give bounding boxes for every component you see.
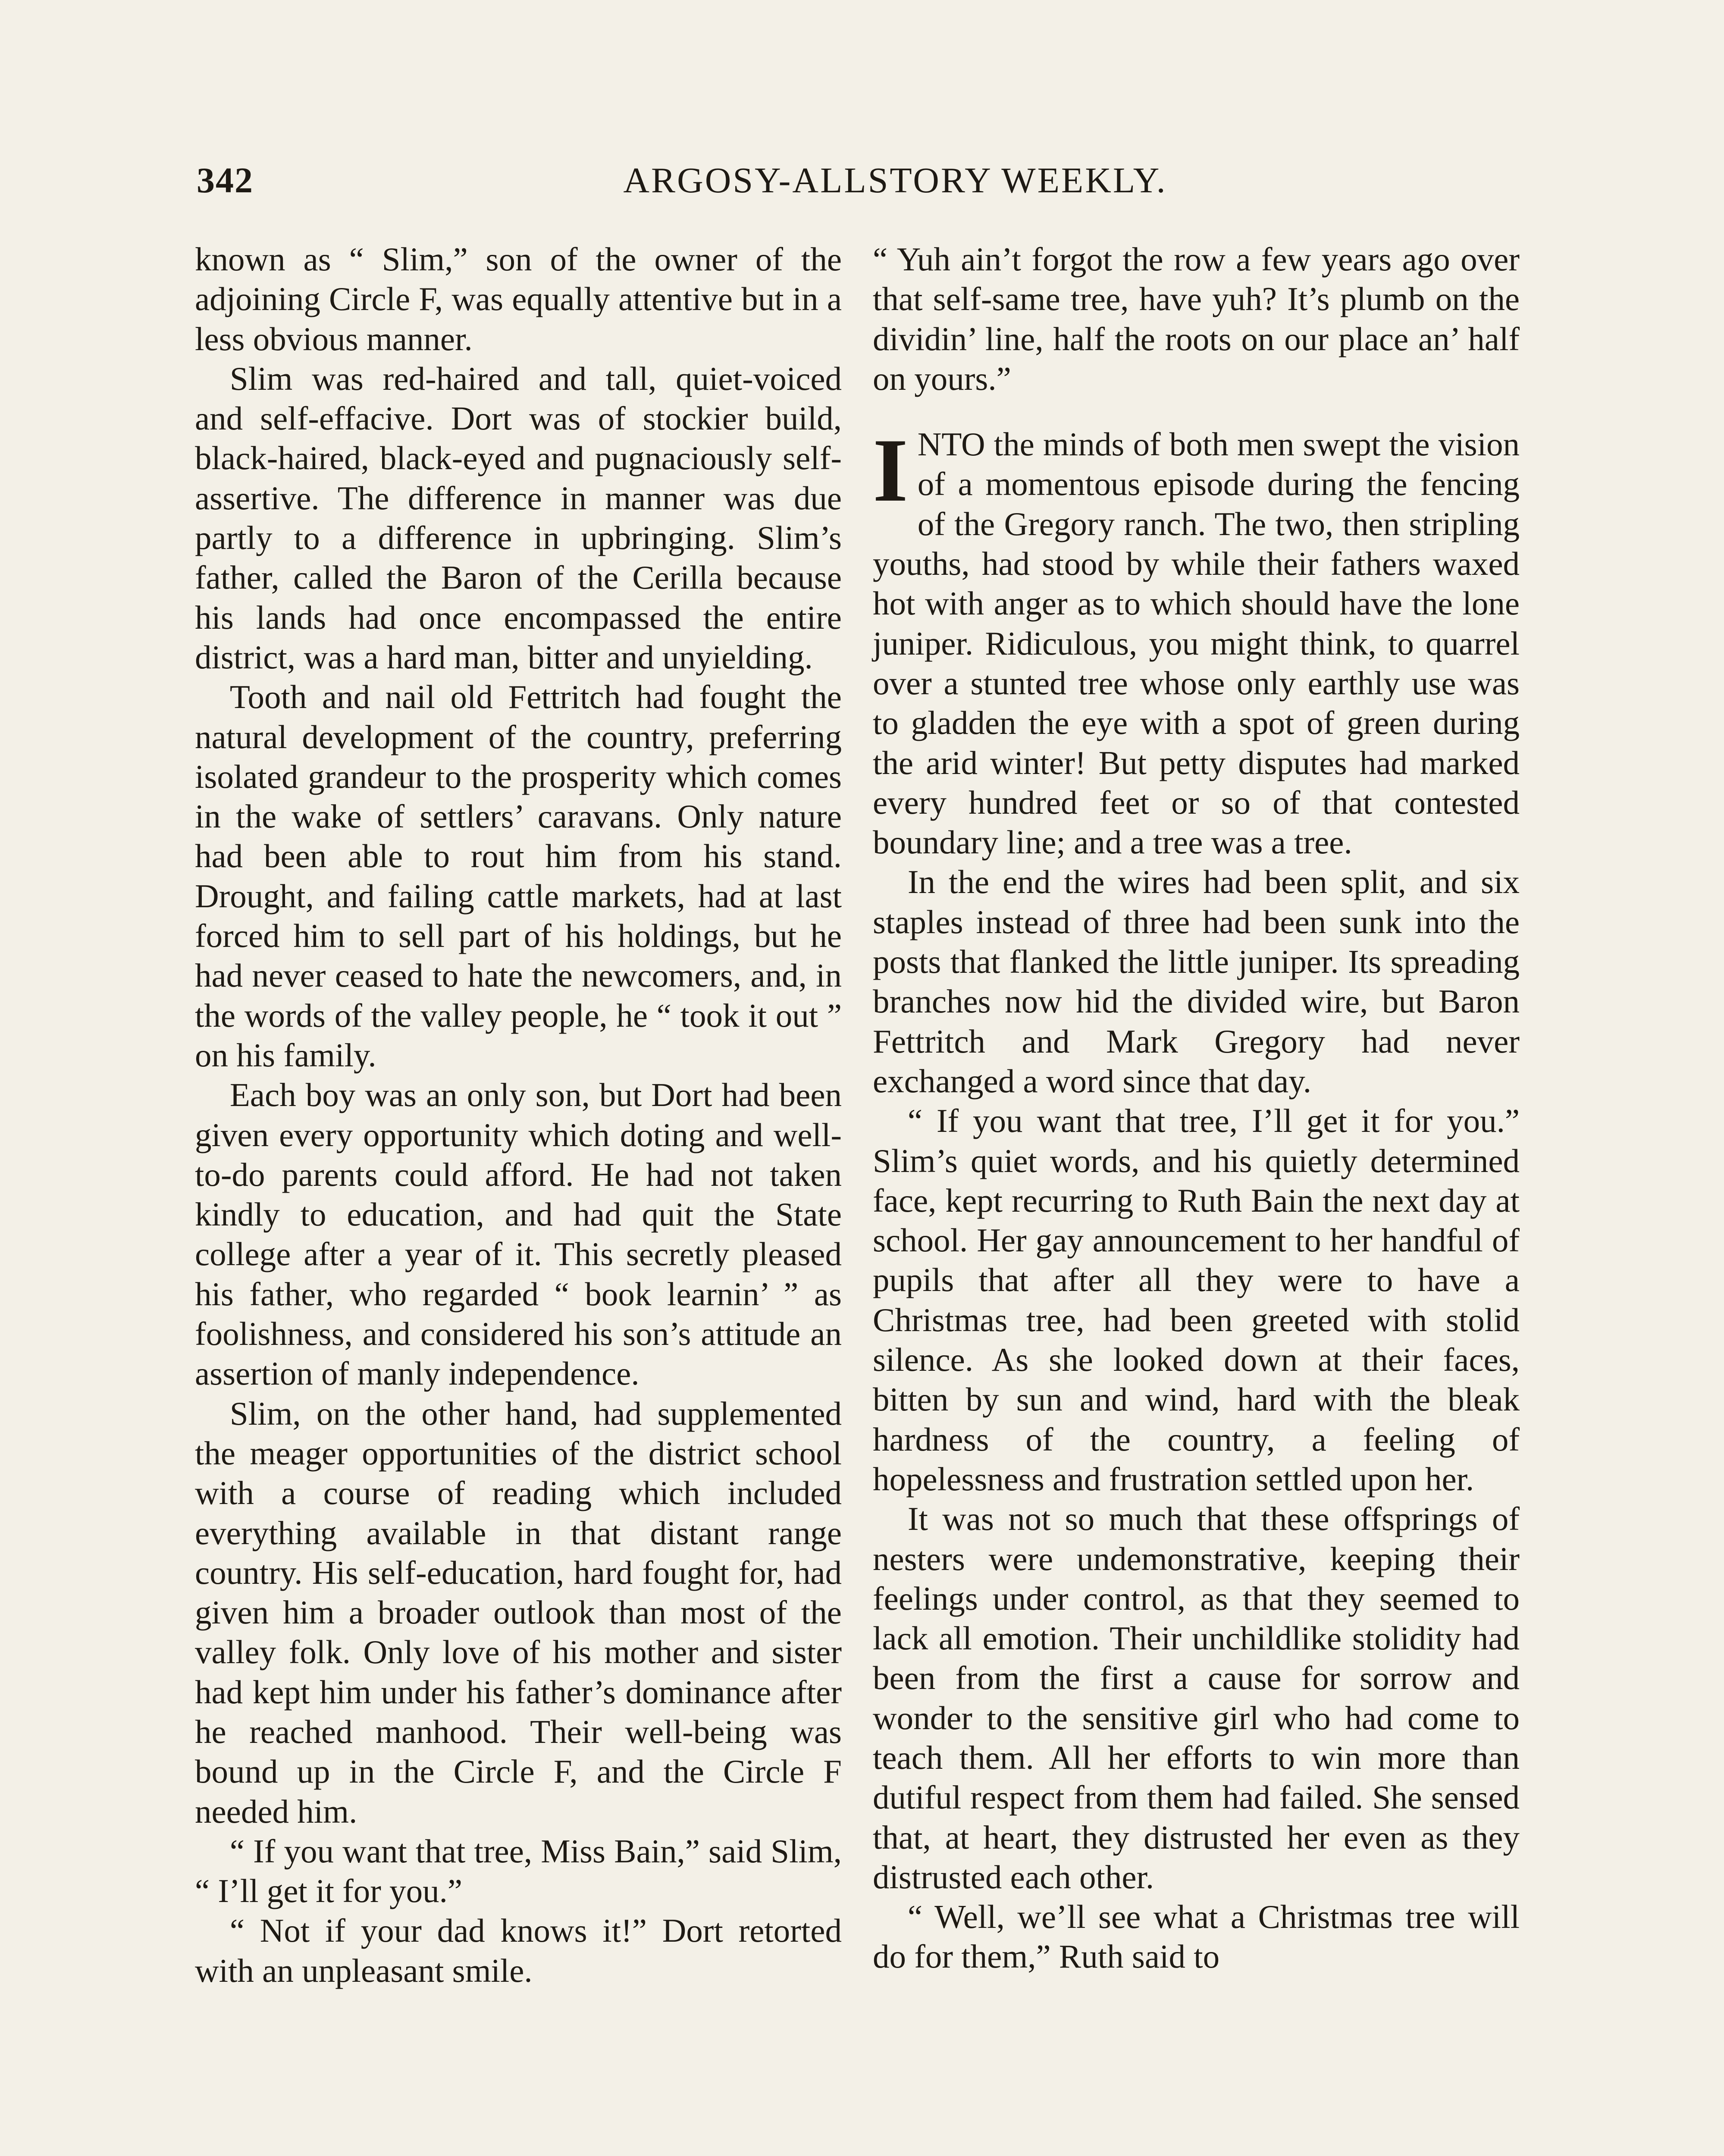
- left-paragraph-4: Each boy was an only son, but Dort had been given every opportunity which doting and well-to-do parents could afford. He had not taken kindly to education, and had quit the State college after a year of it. This secretly pleased his father, who regarded “ book learnin’ ” as foolishness, and considered his son’s attitude an assertion of manly independence.: [195, 1076, 842, 1392]
- right-paragraph-3: In the end the wires had been split, and six staples instead of three had been sunk into the posts that flanked the little juniper. Its spreading branches now hid the divided wire, but Baron Fettritch and Mark Gregory had never exchanged a word since that day.: [873, 863, 1520, 1100]
- right-paragraph-5: It was not so much that these offsprings of nesters were undemonstrative, keeping their feelings under control, as that they seemed to lack all emotion. Their unchildlike stolidity had been from the first a cause for sorrow and wonder to the sensitive girl who had come to teach them. All her efforts to win more than dutiful respect from them had failed. She sensed that, at heart, they distrusted her even as they distrusted each other.: [873, 1500, 1520, 1896]
- left-column: [195, 239, 842, 1990]
- dropcap-paragraph-text: NTO the minds of both men swept the vision of a momentous episode during the fencing of the Gregory ranch. The two, then stripling youths, had stood by while their fathers waxed hot with anger as to which should have the lone juniper. Ridiculous, you might think, to quarrel over a stunted tree whose only earthly use was to gladden the eye with a spot of green during the arid winter! But petty disputes had marked every hundred feet or so of that contested boundary line; and a tree was a tree.: [873, 426, 1520, 861]
- drop-cap-letter: I: [873, 420, 908, 521]
- dropcap-paragraph: [873, 420, 1520, 862]
- left-paragraph-5: Slim, on the other hand, had supplemented the meager opportunities of the district school with a course of reading which included everything available in that distant range country. His self-education, hard fought for, had given him a broader outlook than most of the valley folk. Only love of his mother and sister had kept him under his father’s dominance after he reached manhood. Their well-being was bound up in the Circle F, and the Circle F needed him.: [195, 1395, 842, 1830]
- right-paragraph-6: “ Well, we’ll see what a Christmas tree will do for them,” Ruth said to: [873, 1898, 1520, 1975]
- left-paragraph-6: “ If you want that tree, Miss Bain,” said Slim, “ I’ll get it for you.”: [195, 1832, 842, 1910]
- page-header: [197, 155, 1533, 216]
- right-column: [873, 239, 1520, 1977]
- left-paragraph-2: Slim was red-haired and tall, quiet-voiced and self-effacive. Dort was of stockier build, black-haired, black-eyed and pugnaciously self-assertive. The difference in manner was due partly to a difference in upbringing. Slim’s father, called the Baron of the Cerilla because his lands had once encompassed the entire district, was a hard man, bitter and unyielding.: [195, 360, 842, 676]
- running-title: ARGOSY-ALLSTORY WEEKLY.: [623, 160, 1167, 201]
- right-paragraph-4: “ If you want that tree, I’ll get it for you.” Slim’s quiet words, and his quietly determined face, kept recurring to Ruth Bain the next day at school. Her gay announcement to her handful of pupils that after all they were to have a Christmas tree, had been greeted with stolid silence. As she looked down at their faces, bitten by sun and wind, hard with the bleak hardness of the country, a feeling of hopelessness and frustration settled upon her.: [873, 1102, 1520, 1498]
- right-paragraph-1: “ Yuh ain’t forgot the row a few years ago over that self-same tree, have yuh? It’s plumb on the dividin’ line, half the roots on our place an’ half on yours.”: [873, 241, 1520, 397]
- left-paragraph-7: “ Not if your dad knows it!” Dort retorted with an unpleasant smile.: [195, 1912, 842, 1989]
- left-paragraph-3: Tooth and nail old Fettritch had fought the natural development of the country, preferring isolated grandeur to the prosperity which comes in the wake of settlers’ caravans. Only nature had been able to rout him from his stand. Drought, and failing cattle markets, had at last forced him to sell part of his holdings, but he had never ceased to hate the newcomers, and, in the words of the valley people, he “ took it out ” on his family.: [195, 678, 842, 1074]
- left-paragraph-1: known as “ Slim,” son of the owner of the adjoining Circle F, was equally attentive but in a less obvious manner.: [195, 241, 842, 357]
- page-number: 342: [197, 160, 254, 201]
